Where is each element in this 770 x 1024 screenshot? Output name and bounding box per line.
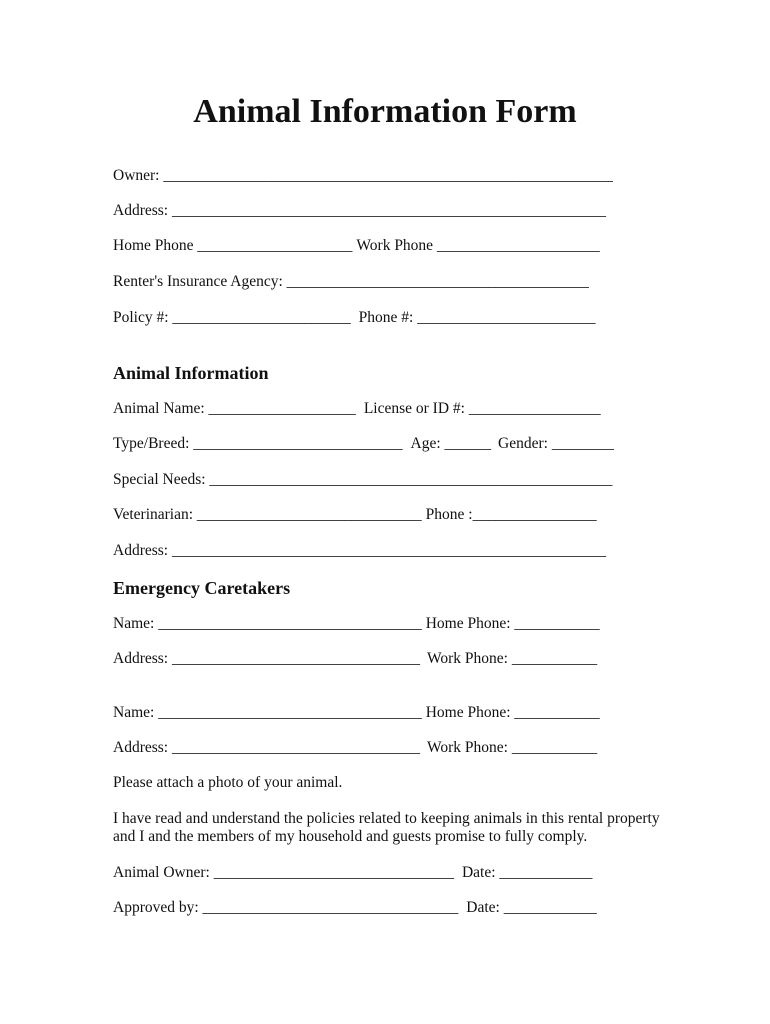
type-breed-row: [113, 434, 614, 454]
caretaker1-work-phone-field[interactable]: Work Phone: ___________: [426, 650, 598, 667]
caretaker1-address-field[interactable]: Address: ________________________________: [113, 650, 420, 667]
caretakers-heading: Emergency Caretakers: [113, 578, 291, 598]
license-field[interactable]: License or ID #: _________________: [363, 400, 601, 417]
caretaker1-address-row: [113, 649, 597, 669]
insurance-field[interactable]: [113, 272, 589, 292]
agreement-line-1: I have read and understand the policies related to keeping animals in this rental property: [113, 810, 660, 827]
owner-address-field[interactable]: [113, 201, 606, 221]
approved-by-field[interactable]: Approved by: _________________________________: [113, 899, 459, 916]
caretaker2-name-row: [113, 703, 600, 723]
caretaker2-home-phone-field[interactable]: Home Phone: ___________: [425, 704, 600, 721]
caretaker1-home-phone-field[interactable]: Home Phone: ___________: [425, 615, 600, 632]
animal-address-field[interactable]: [113, 541, 606, 561]
home-phone-field[interactable]: Home Phone ____________________: [113, 237, 353, 254]
caretaker2-name-field[interactable]: Name: __________________________________: [113, 704, 422, 721]
veterinarian-row: [113, 505, 597, 525]
special-needs-label: Special Needs: ____________________________________________________: [113, 471, 613, 488]
policy-row: [113, 308, 595, 328]
owner-address-label: Address: ________________________________________________________: [113, 202, 606, 219]
owner-field[interactable]: [113, 166, 613, 186]
animal-address-label: Address: ________________________________________________________: [113, 542, 606, 559]
phones-row: [113, 236, 600, 256]
gender-field[interactable]: Gender: ________: [498, 435, 614, 452]
approved-by-row: [113, 898, 597, 918]
animal-name-row: [113, 399, 601, 419]
owner-label: Owner: __________________________________________________________: [113, 167, 613, 184]
caretaker2-work-phone-field[interactable]: Work Phone: ___________: [426, 739, 598, 756]
caretaker1-name-field[interactable]: Name: __________________________________: [113, 615, 422, 632]
special-needs-field[interactable]: [113, 470, 612, 490]
policy-field[interactable]: Policy #: _______________________: [113, 309, 351, 326]
insurance-label: Renter's Insurance Agency: _______________________________________: [113, 273, 589, 290]
agreement-line-2: and I and the members of my household and guests promise to fully comply.: [113, 828, 588, 845]
policy-phone-field[interactable]: Phone #: _______________________: [358, 309, 596, 326]
type-breed-field[interactable]: Type/Breed: ___________________________: [113, 435, 403, 452]
photo-note: Please attach a photo of your animal.: [113, 774, 343, 791]
caretaker1-name-row: [113, 614, 600, 634]
approved-date-field[interactable]: Date: ____________: [466, 899, 597, 916]
vet-phone-field[interactable]: Phone :________________: [425, 506, 597, 523]
animal-owner-row: [113, 863, 592, 883]
animal-name-field[interactable]: Animal Name: ___________________: [113, 400, 356, 417]
age-field[interactable]: Age: ______: [410, 435, 492, 452]
page-title: Animal Information Form: [193, 93, 577, 130]
work-phone-field[interactable]: Work Phone _____________________: [356, 237, 600, 254]
caretaker2-address-row: [113, 738, 597, 758]
owner-date-field[interactable]: Date: ____________: [461, 864, 593, 881]
caretaker2-address-field[interactable]: Address: ________________________________: [113, 739, 420, 756]
animal-owner-signature-field[interactable]: Animal Owner: _______________________________: [113, 864, 454, 881]
veterinarian-field[interactable]: Veterinarian: _____________________________: [113, 506, 422, 523]
animal-info-heading: Animal Information: [113, 363, 269, 383]
